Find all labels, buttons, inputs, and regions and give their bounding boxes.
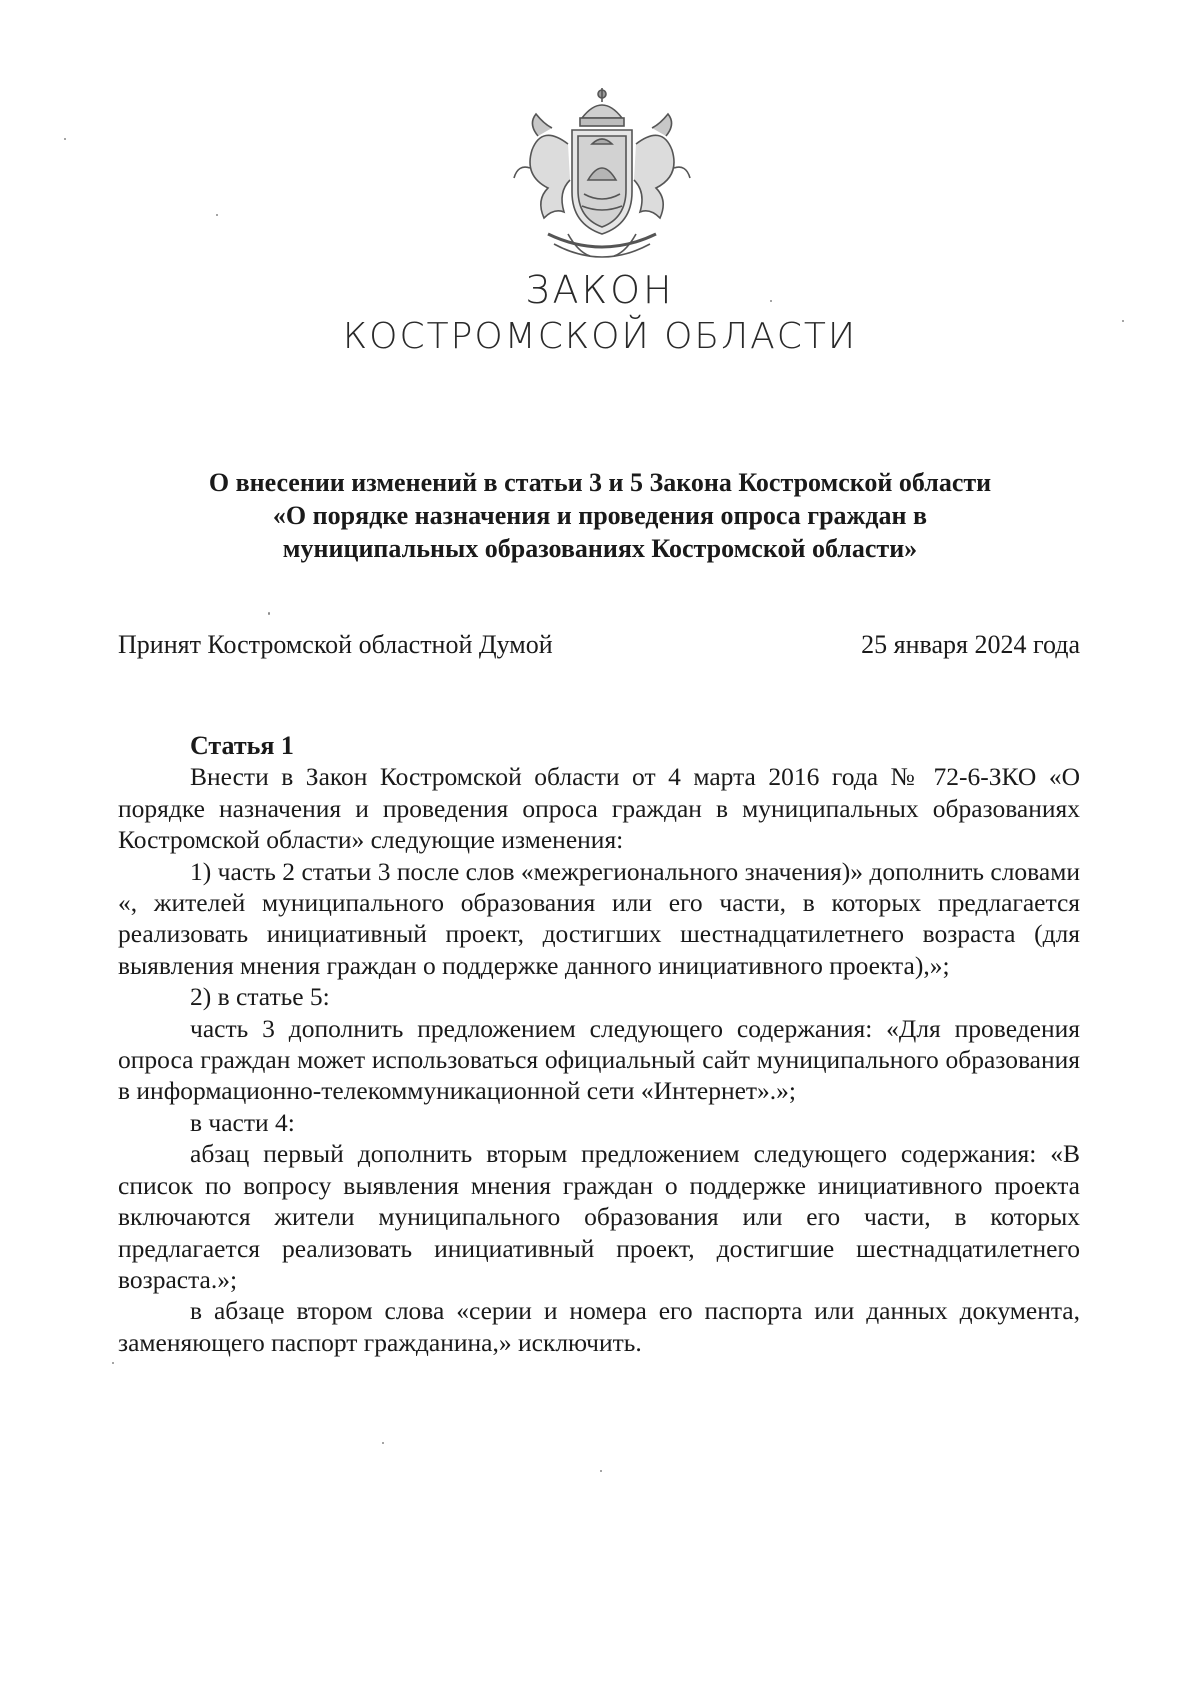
article-body [118,730,1080,1358]
scan-speck [112,1362,114,1364]
law-title-line: муниципальных образованиях Костромской области» [282,534,918,563]
article-paragraph: в абзаце втором слова «серии и номера его паспорта или данных документа, заменяющего паспорт гражданина,» исключить. [118,1296,1080,1357]
law-title-line: «О порядке назначения и проведения опроса граждан в [272,501,928,530]
scan-speck [64,138,66,140]
law-title [140,466,1060,565]
law-type-heading: ЗАКОН [525,268,675,312]
scan-speck [600,1470,602,1472]
law-title-line: О внесении изменений в статьи 3 и 5 Закона Костромской области [208,468,992,497]
article-paragraph: 1) часть 2 статьи 3 после слов «межрегионального значения)» дополнить словами «, жителей муниципального образования или его части, в которых предлагается реализовать инициативный проект, достигших шестнадцатилетнего возраста (для выявления мнения граждан о поддержке данного инициативного проекта),»; [118,856,1080,980]
adoption-date: 25 января 2024 года [861,630,1080,659]
scan-speck [1122,320,1124,322]
article-paragraph: в части 4: [190,1107,295,1137]
article-paragraph: Внести в Закон Костромской области от 4 марта 2016 года № 72-6-ЗКО «О порядке назначения и проведения опроса граждан в муниципальных образованиях Костромской области» следующие изменения: [118,762,1080,855]
region-heading: КОСТРОМСКОЙ ОБЛАСТИ [342,316,858,357]
scan-speck [268,612,270,615]
scan-speck [216,214,218,216]
scan-speck [770,300,772,302]
article-heading: Статья 1 [190,731,294,760]
article-paragraph: часть 3 дополнить предложением следующего содержания: «Для проведения опроса граждан может использоваться официальный сайт муниципального образования в информационно-телекоммуникационной сети «Интернет».»; [118,1013,1080,1106]
article-paragraph: абзац первый дополнить вторым предложением следующего содержания: «В список по вопросу выявления мнения граждан о поддержке инициативного проекта включаются жители муниципального образования или его части, в которых предлагается реализовать инициативный проект, достигшие шестнадцатилетнего возраста.»; [118,1139,1080,1294]
article-paragraph: 2) в статье 5: [190,982,330,1012]
coat-of-arms-icon [508,84,696,274]
adopted-by: Принят Костромской областной Думой [118,630,553,659]
scan-speck [382,1442,384,1444]
